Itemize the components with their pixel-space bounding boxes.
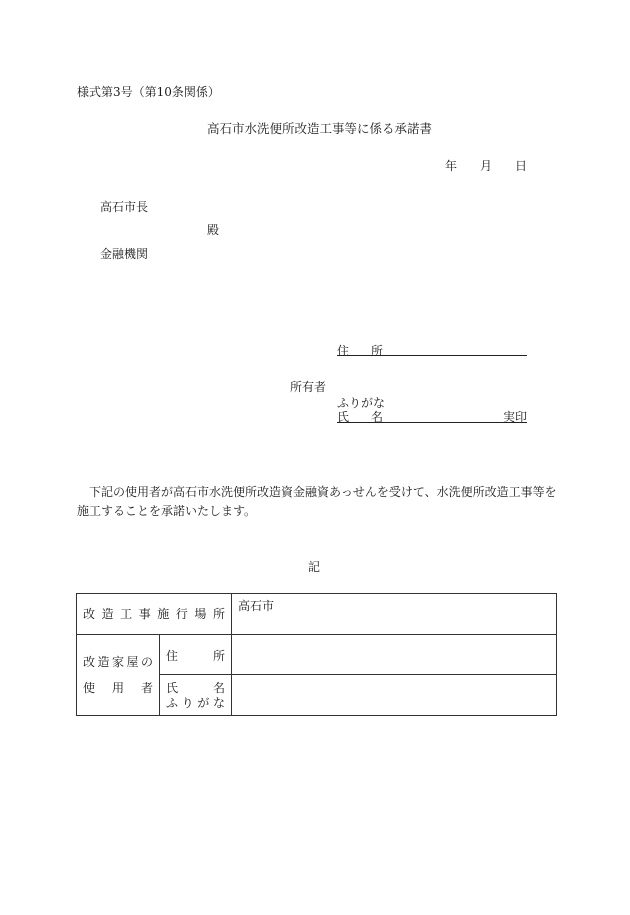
owner-name-label-2: 名 [371, 410, 384, 424]
name-label-char: 氏 [166, 681, 179, 695]
addressee-honorific: 殿 [207, 223, 220, 237]
body-text-line-2: 施工することを承諾いたします。 [77, 504, 257, 518]
addressee-bank: 金融機関 [100, 247, 149, 261]
site-label-char: 行 [175, 607, 188, 621]
site-label-char: 所 [212, 607, 225, 621]
addressee-mayor: 高石市長 [100, 200, 149, 214]
owner-seal-label: 実印 [503, 410, 528, 424]
site-label-char: 場 [194, 607, 207, 621]
table-row-user-address [77, 635, 557, 675]
owner-address-label-1: 住 [337, 344, 350, 358]
name-value [232, 675, 556, 680]
owner-name-line [337, 422, 527, 423]
details-table [76, 593, 557, 716]
table-row-site [77, 594, 557, 635]
owner-address-label-2: 所 [371, 344, 384, 358]
user-label-line-2 [77, 669, 159, 695]
site-label-char: 工 [120, 607, 133, 621]
furigana-label-char: が [197, 696, 210, 710]
user-label-char: 使 [83, 681, 96, 695]
form-number: 様式第3号（第10条関係） [77, 85, 220, 99]
body-text-line-1: 下記の使用者が高石市水洗便所改造資金融資あっせんを受けて、水洗便所改造工事等を [89, 485, 557, 499]
site-label [77, 607, 231, 621]
site-label-char: 施 [157, 607, 170, 621]
address-label [160, 635, 231, 663]
address-value [232, 635, 556, 640]
furigana-label-char: り [181, 696, 194, 710]
site-label-char: 改 [83, 607, 96, 621]
date-month-label: 月 [480, 159, 493, 173]
furigana-label-char: な [212, 696, 225, 710]
name-value-cell[interactable] [232, 675, 557, 716]
furigana-label [160, 695, 231, 710]
name-label [160, 675, 231, 695]
site-value: 高石市 [238, 599, 275, 613]
owner-address-line [337, 355, 527, 356]
user-label-cell [77, 635, 160, 716]
user-label-char: 屋 [126, 655, 139, 669]
date-year-label: 年 [445, 159, 458, 173]
user-label-line-1 [77, 655, 159, 669]
address-label-cell [160, 635, 232, 675]
site-label-cell [77, 594, 232, 635]
name-label-cell [160, 675, 232, 716]
ki-heading: 記 [308, 560, 321, 574]
address-label-char: 所 [212, 649, 225, 663]
owner-label: 所有者 [290, 380, 327, 394]
site-label-char: 造 [101, 607, 114, 621]
user-label-char: 家 [111, 655, 124, 669]
furigana-label-char: ふ [166, 696, 179, 710]
date-day-label: 日 [515, 159, 528, 173]
address-value-cell[interactable] [232, 635, 557, 675]
owner-furigana-label: ふりがな [337, 396, 386, 410]
owner-name-label-1: 氏 [337, 410, 350, 424]
site-value-cell[interactable] [232, 594, 557, 635]
user-label-char: 用 [111, 681, 124, 695]
user-label-char: 造 [97, 655, 110, 669]
user-label-char: 改 [83, 655, 96, 669]
user-label-char: の [140, 655, 153, 669]
site-label-char: 事 [138, 607, 151, 621]
user-label-char: 者 [140, 681, 153, 695]
address-label-char: 住 [166, 649, 179, 663]
name-label-char: 名 [212, 681, 225, 695]
document-title: 高石市水洗便所改造工事等に係る承諾書 [207, 121, 433, 136]
